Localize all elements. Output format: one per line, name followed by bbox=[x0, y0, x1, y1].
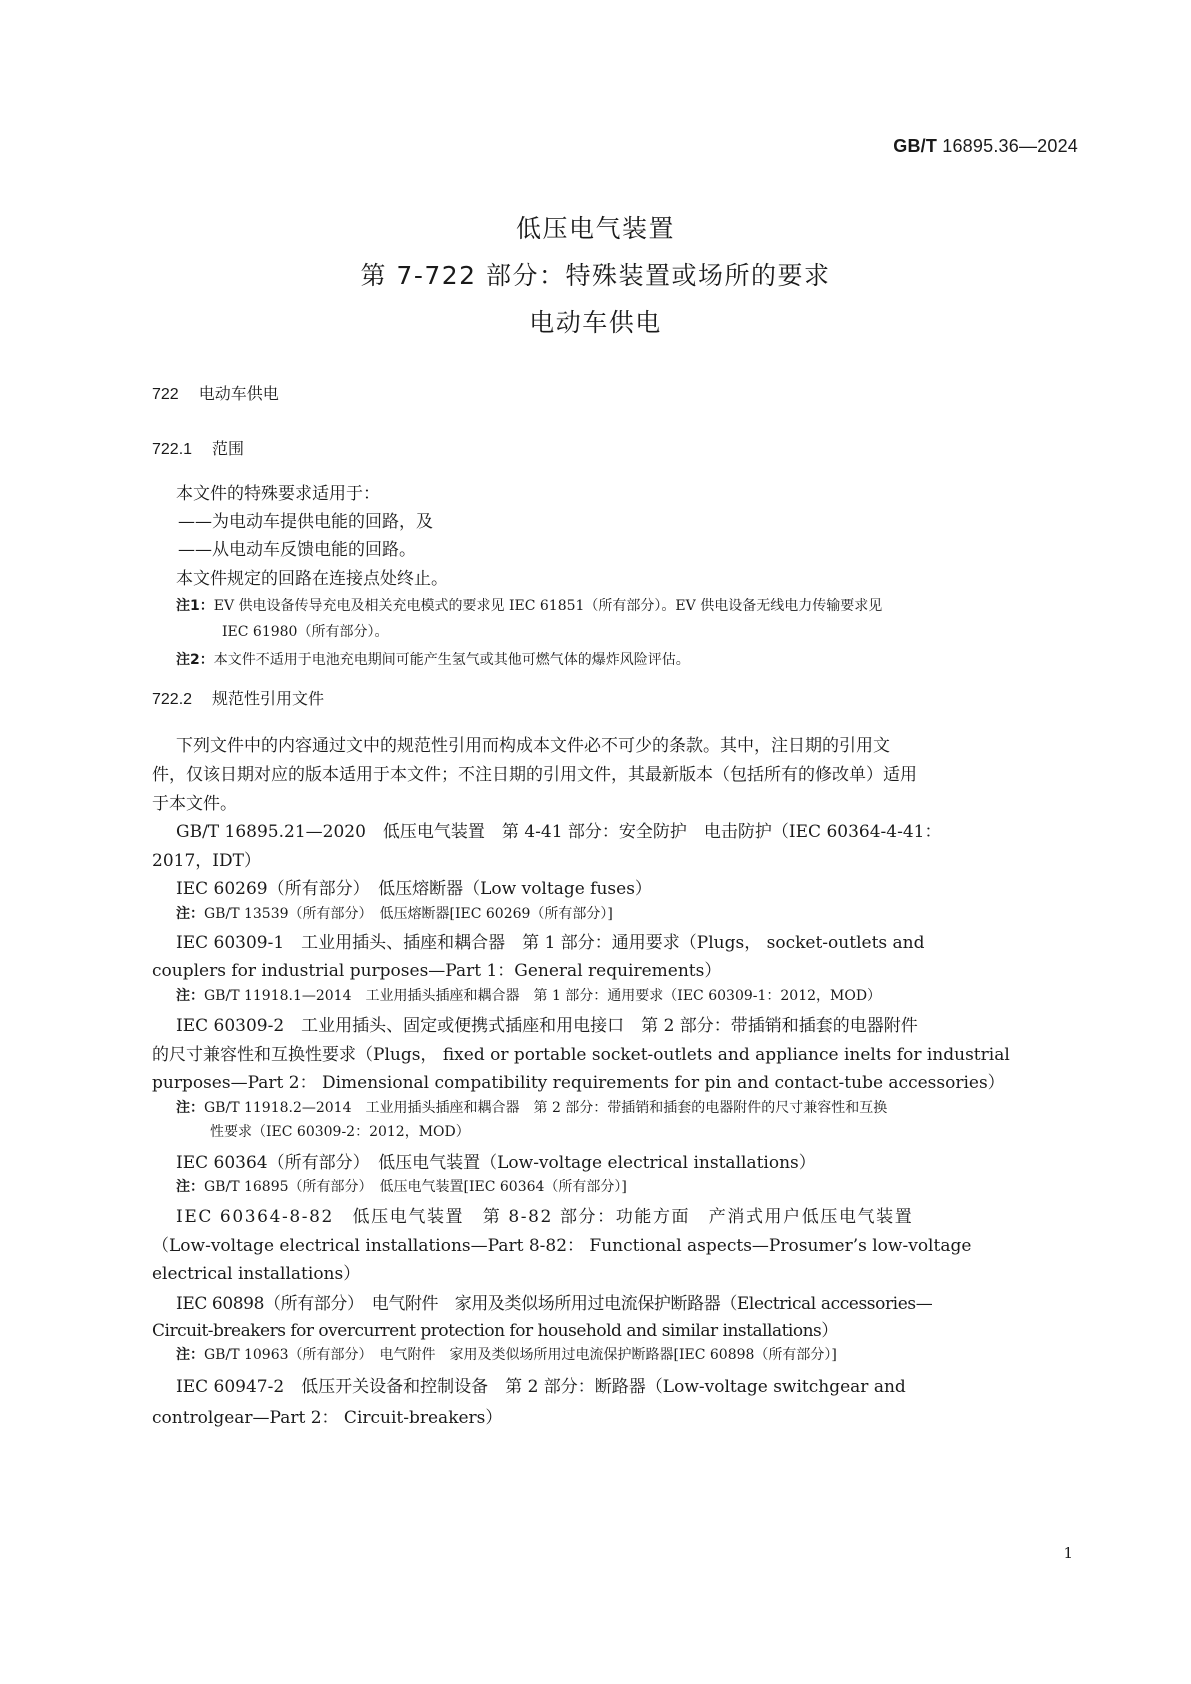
reference-entry-continued: purposes—Part 2： Dimensional compatibility requirements for pin and contact-tube accessories） bbox=[152, 1073, 1005, 1093]
reference-entry-continued: electrical installations） bbox=[152, 1264, 361, 1284]
section-number: 722 bbox=[152, 386, 179, 403]
note-label: 注1： bbox=[176, 598, 214, 614]
section-heading-722-2 bbox=[152, 686, 324, 709]
note-label: 注2： bbox=[176, 652, 214, 668]
list-item: ——从电动车反馈电能的回路。 bbox=[178, 540, 416, 560]
reference-entry: IEC 60364（所有部分） 低压电气装置（Low-voltage electrical installations） bbox=[176, 1153, 816, 1173]
reference-note bbox=[176, 1097, 887, 1117]
reference-entry: IEC 60269（所有部分） 低压熔断器（Low voltage fuses） bbox=[176, 879, 652, 899]
reference-note-continued: 性要求（IEC 60309-2：2012，MOD） bbox=[210, 1124, 470, 1140]
section-title: 规范性引用文件 bbox=[212, 689, 325, 708]
reference-entry: IEC 60947-2 低压开关设备和控制设备 第 2 部分：断路器（Low-voltage switchgear and bbox=[176, 1377, 906, 1397]
reference-entry: IEC 60364-8-82 低压电气装置 第 8-82 部分：功能方面 产消式用户低压电气装置 bbox=[176, 1207, 914, 1227]
note-label: 注： bbox=[176, 1179, 204, 1195]
paragraph: 下列文件中的内容通过文中的规范性引用而构成本文件必不可少的条款。其中，注日期的引用文 bbox=[176, 736, 890, 756]
section-title: 电动车供电 bbox=[198, 384, 279, 403]
standard-number: 16895.36—2024 bbox=[942, 136, 1078, 156]
reference-entry-continued: （Low-voltage electrical installations—Part 8-82： Functional aspects—Prosumer’s low-voltage bbox=[152, 1236, 972, 1256]
paragraph: 件，仅该日期对应的版本适用于本文件；不注日期的引用文件，其最新版本（包括所有的修改单）适用 bbox=[152, 765, 917, 785]
paragraph: 本文件规定的回路在连接点处终止。 bbox=[176, 569, 448, 589]
note-text: GB/T 11918.1—2014 工业用插头插座和耦合器 第 1 部分：通用要求（IEC 60309-1：2012，MOD） bbox=[204, 988, 882, 1004]
note-2 bbox=[176, 649, 690, 669]
note-text: 本文件不适用于电池充电期间可能产生氢气或其他可燃气体的爆炸风险评估。 bbox=[213, 652, 690, 668]
reference-note bbox=[176, 1344, 837, 1364]
reference-entry: IEC 60309-1 工业用插头、插座和耦合器 第 1 部分：通用要求（Plugs， socket-outlets and bbox=[176, 933, 925, 953]
section-heading-722 bbox=[152, 381, 279, 404]
reference-entry-continued: controlgear—Part 2： Circuit-breakers） bbox=[152, 1408, 503, 1428]
note-text: GB/T 11918.2—2014 工业用插头插座和耦合器 第 2 部分：带插销和插套的电器附件的尺寸兼容性和互换 bbox=[204, 1100, 888, 1116]
section-heading-722-1 bbox=[152, 436, 244, 459]
section-title: 范围 bbox=[212, 439, 245, 458]
title-line-2: 第 7-722 部分：特殊装置或场所的要求 bbox=[360, 261, 831, 290]
note-label: 注： bbox=[176, 1347, 204, 1363]
paragraph: 本文件的特殊要求适用于： bbox=[176, 484, 380, 504]
reference-entry-continued: couplers for industrial purposes—Part 1：General requirements） bbox=[152, 961, 722, 981]
note-text: GB/T 16895（所有部分） 低压电气装置[IEC 60364（所有部分）] bbox=[204, 1179, 627, 1195]
note-label: 注： bbox=[176, 906, 204, 922]
note-text: EV 供电设备传导充电及相关充电模式的要求见 IEC 61851（所有部分）。EV 供电设备无线电力传输要求见 bbox=[213, 598, 883, 614]
standard-code bbox=[893, 136, 1078, 157]
list-item: ——为电动车提供电能的回路，及 bbox=[178, 512, 433, 532]
page-number: 1 bbox=[1063, 1544, 1073, 1562]
paragraph: 于本文件。 bbox=[152, 794, 237, 814]
note-text: GB/T 13539（所有部分） 低压熔断器[IEC 60269（所有部分）] bbox=[204, 906, 613, 922]
reference-note bbox=[176, 985, 881, 1005]
standard-prefix: GB/T bbox=[893, 136, 938, 156]
section-number: 722.2 bbox=[152, 691, 193, 708]
reference-entry: GB/T 16895.21—2020 低压电气装置 第 4-41 部分：安全防护 电击防护（IEC 60364-4-41： bbox=[176, 822, 942, 842]
note-text: GB/T 10963（所有部分） 电气附件 家用及类似场所用过电流保护断路器[IEC 60898（所有部分）] bbox=[204, 1347, 837, 1363]
title-line-3: 电动车供电 bbox=[529, 308, 662, 337]
reference-entry: IEC 60898（所有部分） 电气附件 家用及类似场所用过电流保护断路器（Electrical accessories— bbox=[176, 1294, 933, 1314]
reference-note bbox=[176, 903, 613, 923]
reference-entry: IEC 60309-2 工业用插头、固定或便携式插座和用电接口 第 2 部分：带插销和插套的电器附件 bbox=[176, 1016, 918, 1036]
document-title bbox=[0, 205, 1191, 346]
note-1-continued: IEC 61980（所有部分）。 bbox=[222, 624, 389, 640]
note-label: 注： bbox=[176, 1100, 204, 1116]
note-label: 注： bbox=[176, 988, 204, 1004]
section-number: 722.1 bbox=[152, 441, 193, 458]
reference-note bbox=[176, 1176, 627, 1196]
reference-entry-continued: Circuit-breakers for overcurrent protection for household and similar installations） bbox=[152, 1321, 838, 1341]
note-1 bbox=[176, 595, 882, 615]
reference-entry-continued: 的尺寸兼容性和互换性要求（Plugs， fixed or portable socket-outlets and appliance inelts for industrial bbox=[152, 1045, 1010, 1065]
reference-entry-continued: 2017，IDT） bbox=[152, 851, 261, 871]
title-line-1: 低压电气装置 bbox=[515, 214, 675, 243]
